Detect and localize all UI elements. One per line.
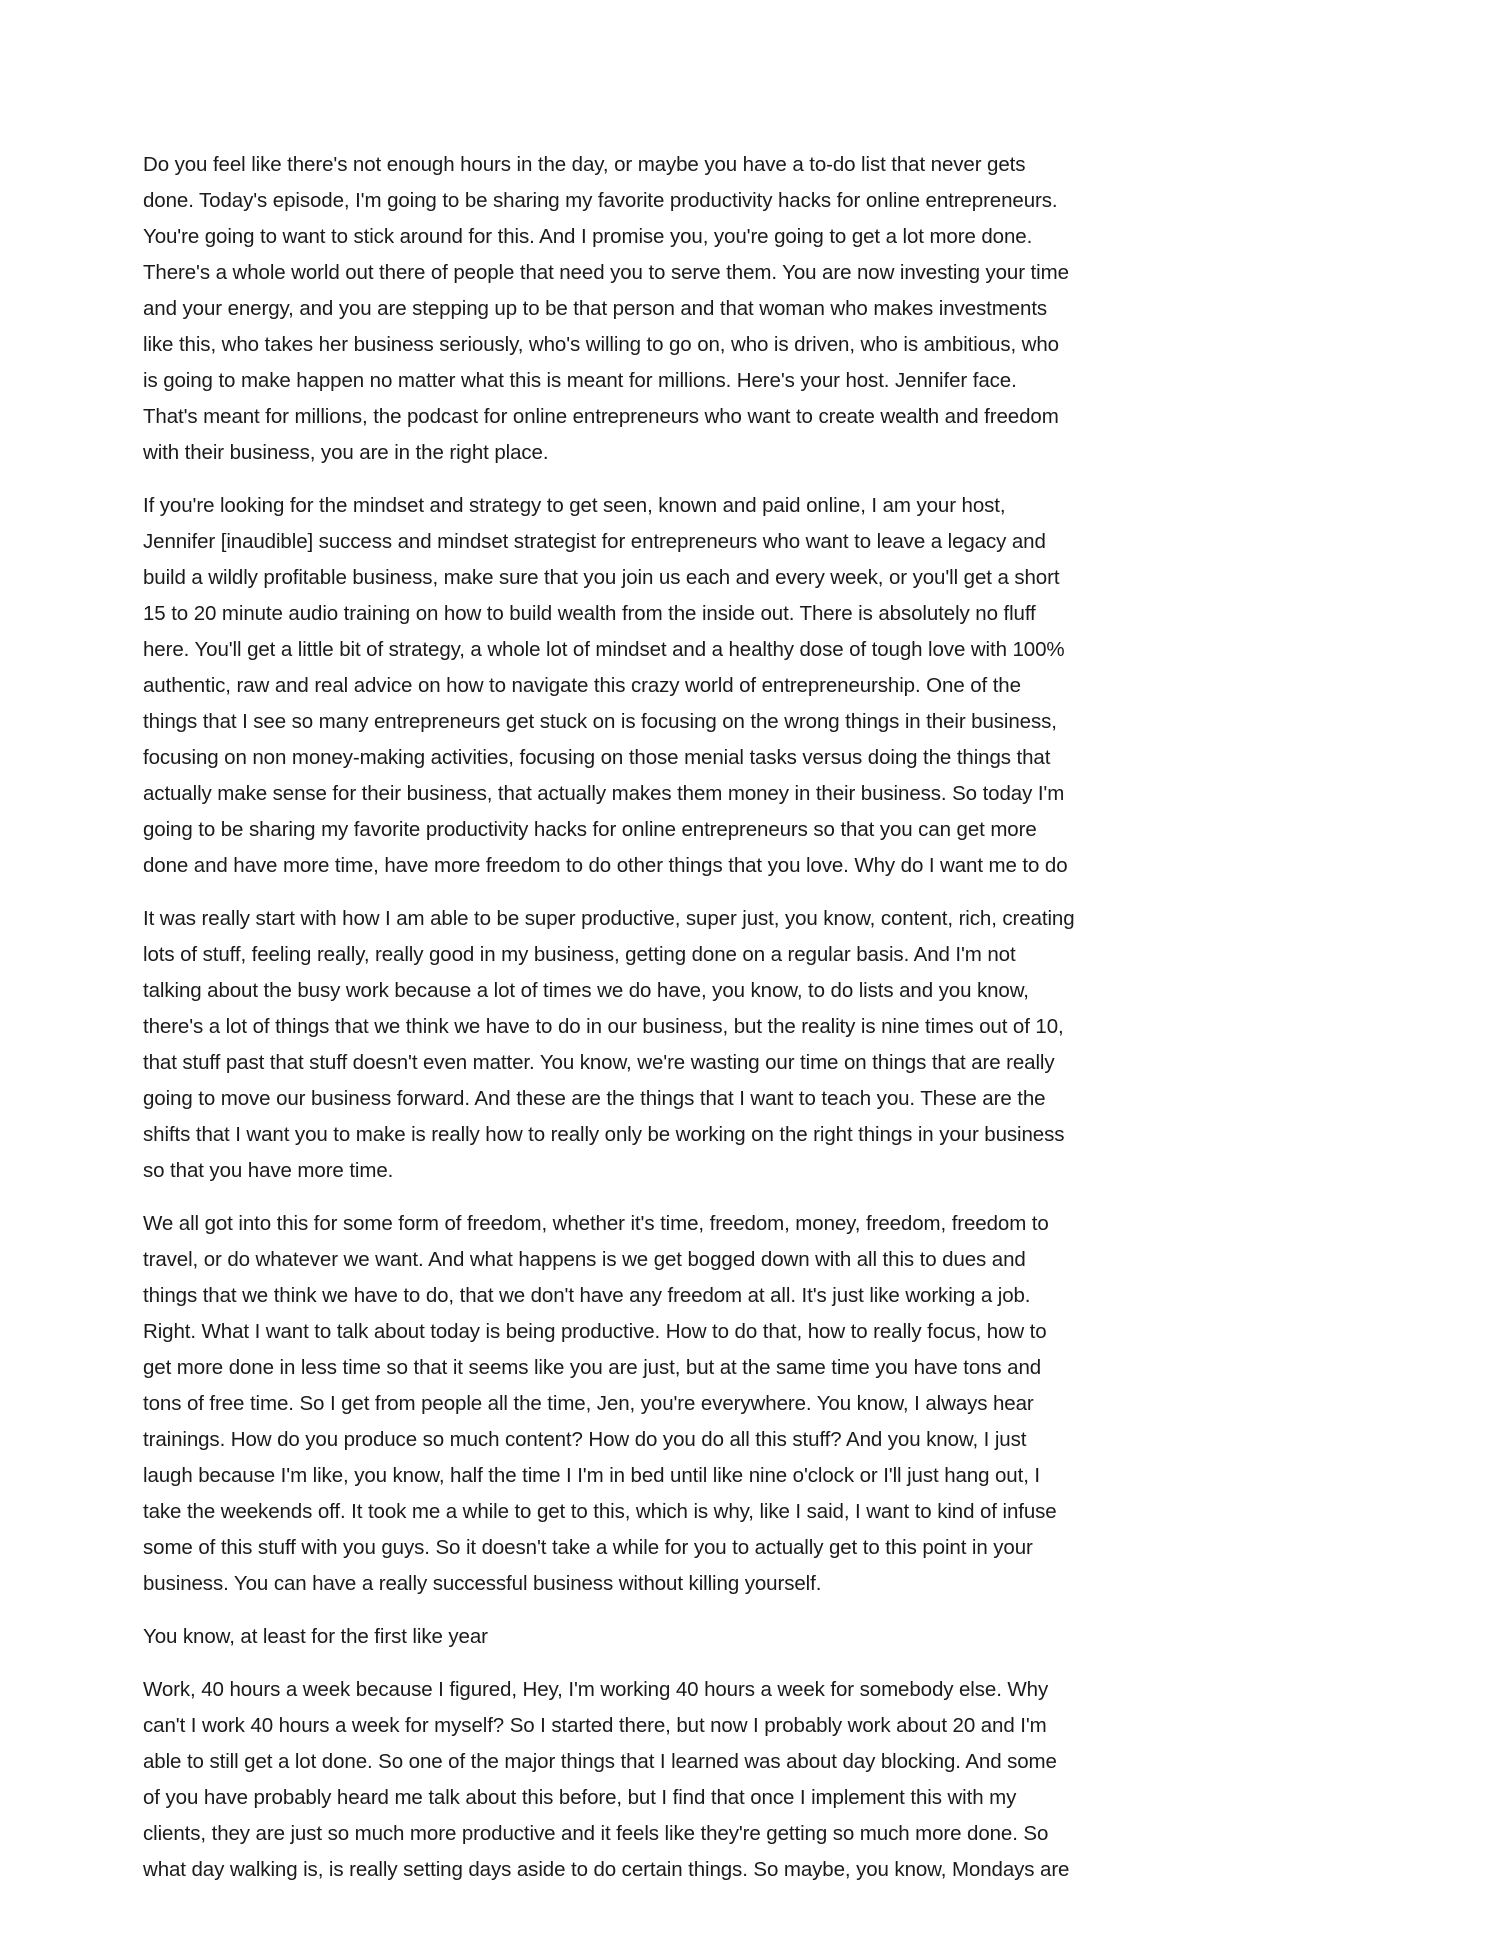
transcript-paragraph-3: It was really start with how I am able to be super productive, super just, you know, content, rich, creating lots of stuff, feeling really, really good in my business, getting done on a regular basis. And I'm not talking about the busy work because a lot of times we do have, you know, to do lists and you know, there's a lot of things that we think we have to do in our business, but the reality is nine times out of 10, that stuff past that stuff doesn't even matter. You know, we're wasting our time on things that are really going to move our business forward. And these are the things that I want to teach you. These are the shifts that I want you to make is really how to really only be working on the right things in your business so that you have more time. [143, 907, 1075, 1182]
transcript-paragraph-4: We all got into this for some form of freedom, whether it's time, freedom, money, freedom, freedom to travel, or do whatever we want. And what happens is we get bogged down with all this to dues and things that we think we have to do, that we don't have any freedom at all. It's just like working a job. Right. What I want to talk about today is being productive. How to do that, how to really focus, how to get more done in less time so that it seems like you are just, but at the same time you have tons and tons of free time. So I get from people all the time, Jen, you're everywhere. You know, I always hear trainings. How do you produce so much content? How do you do all this stuff? And you know, I just laugh because I'm like, you know, half the time I I'm in bed until like nine o'clock or I'll just hang out, I take the weekends off. It took me a while to get to this, which is why, like I said, I want to kind of infuse some of this stuff with you guys. So it doesn't take a while for you to actually get to this point in your business. You can have a really successful business without killing yourself. [143, 1212, 1057, 1595]
transcript-paragraph-1: Do you feel like there's not enough hours in the day, or maybe you have a to-do list that never gets done. Today's episode, I'm going to be sharing my favorite productivity hacks for online entrepreneurs. You're going to want to stick around for this. And I promise you, you're going to get a lot more done. There's a whole world out there of people that need you to serve them. You are now investing your time and your energy, and you are stepping up to be that person and that woman who makes investments like this, who takes her business seriously, who's willing to go on, who is driven, who is ambitious, who is going to make happen no matter what this is meant for millions. Here's your host. Jennifer face. That's meant for millions, the podcast for online entrepreneurs who want to create wealth and freedom with their business, you are in the right place. [143, 153, 1069, 464]
transcript-paragraph-6: Work, 40 hours a week because I figured, Hey, I'm working 40 hours a week for somebody else. Why can't I work 40 hours a week for myself? So I started there, but now I probably work about 20 and I'm able to still get a lot done. So one of the major things that I learned was about day blocking. And some of you have probably heard me talk about this before, but I find that once I implement this with my clients, they are just so much more productive and it feels like they're getting so much more done. So what day walking is, is really setting days aside to do certain things. So maybe, you know, Mondays are [143, 1678, 1070, 1881]
transcript-paragraph-2: If you're looking for the mindset and strategy to get seen, known and paid online, I am your host, Jennifer [inaudible] success and mindset strategist for entrepreneurs who want to leave a legacy and build a wildly profitable business, make sure that you join us each and every week, or you'll get a short 15 to 20 minute audio training on how to build wealth from the inside out. There is absolutely no fluff here. You'll get a little bit of strategy, a whole lot of mindset and a healthy dose of tough love with 100% authentic, raw and real advice on how to navigate this crazy world of entrepreneurship. One of the things that I see so many entrepreneurs get stuck on is focusing on the wrong things in their business, focusing on non money-making activities, focusing on those menial tasks versus doing the things that actually make sense for their business, that actually makes them money in their business. So today I'm going to be sharing my favorite productivity hacks for online entrepreneurs so that you can get more done and have more time, have more freedom to do other things that you love. Why do I want me to do [143, 494, 1068, 877]
transcript-paragraph-5: You know, at least for the first like year [143, 1625, 488, 1648]
transcript-text-block [143, 147, 1075, 1888]
